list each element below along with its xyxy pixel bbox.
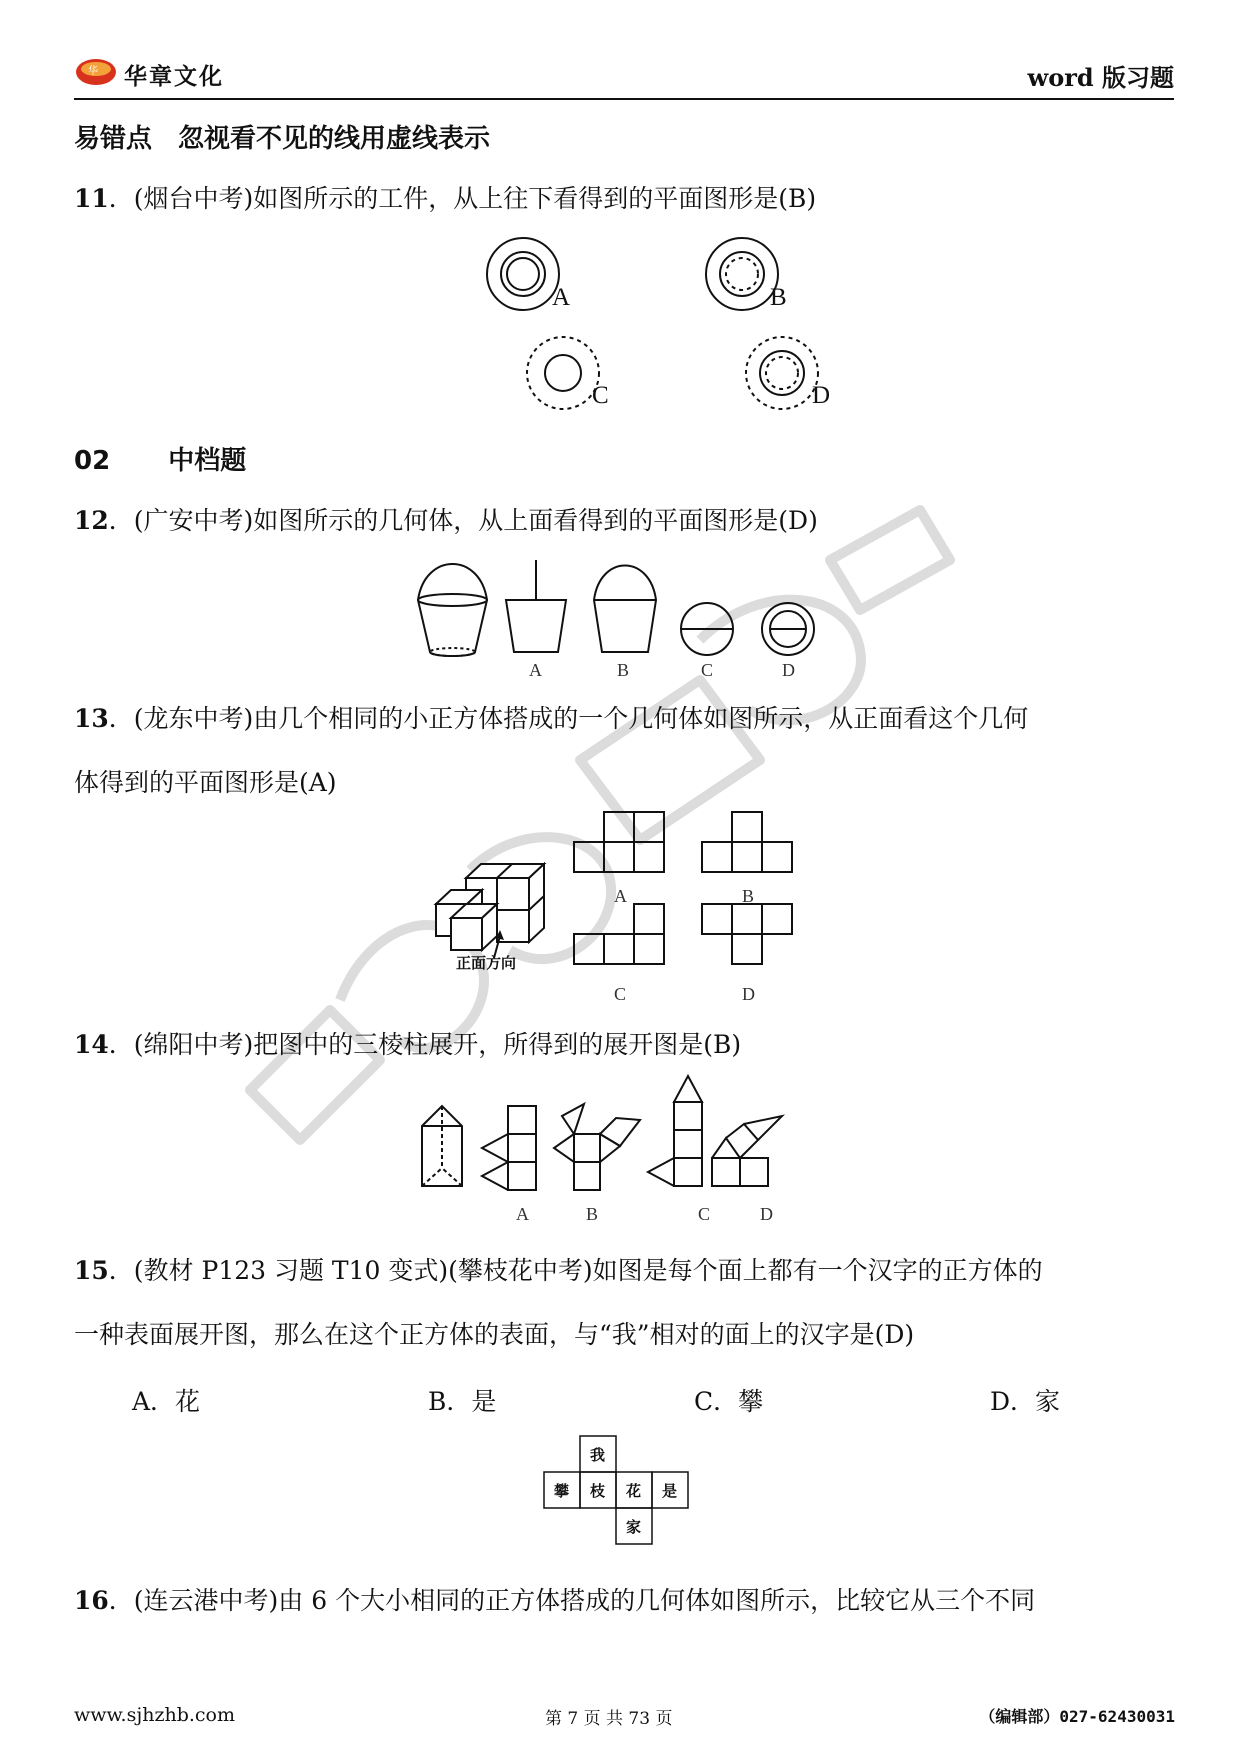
- question-15-line2: 一种表面展开图，那么在这个正方体的表面，与“我”相对的面上的汉字是(D): [74, 1320, 915, 1349]
- question-number: 16: [74, 1586, 109, 1615]
- net-cell-hua: 花: [626, 1482, 642, 1500]
- q11-label-b: B: [770, 284, 787, 311]
- logo-icon: [74, 56, 118, 88]
- question-number: 11: [74, 184, 109, 213]
- question-13-line2: 体得到的平面图形是(A): [74, 768, 337, 797]
- question-number: 14: [74, 1030, 109, 1059]
- question-15-line1: [74, 1254, 1043, 1288]
- section-heading: [74, 440, 246, 477]
- option-c: C．攀: [694, 1387, 764, 1416]
- q14-label-c: C: [698, 1204, 711, 1224]
- net-cell-wo: 我: [590, 1446, 606, 1464]
- question-text: ．(龙东中考)由几个相同的小正方体搭成的一个几何体如图所示，从正面看这个几何: [108, 704, 1029, 733]
- footer-page-number: 第 7 页 共 73 页: [545, 1709, 673, 1729]
- header: [74, 56, 1174, 96]
- question-text: ．(广安中考)如图所示的几何体，从上面看得到的平面图形是(D): [108, 506, 818, 535]
- question-number: 13: [74, 704, 109, 733]
- footer-contact: （编辑部）027-62430031: [979, 1707, 1175, 1726]
- net-cell-shi: 是: [662, 1482, 678, 1500]
- q11-label-d: D: [812, 382, 831, 409]
- question-number: 15: [74, 1256, 109, 1285]
- option-c-figure: [527, 337, 599, 409]
- header-rule: [74, 98, 1174, 100]
- q13-label-b: B: [742, 886, 755, 906]
- q12-label-b: B: [617, 660, 630, 680]
- q13-label-c: C: [614, 984, 627, 1004]
- q12-label-a: A: [529, 660, 542, 680]
- question-number: 12: [74, 506, 109, 535]
- section-name: 中档题: [168, 446, 247, 476]
- front-direction-label: 正面方向: [456, 954, 517, 972]
- section-number: 02: [74, 446, 111, 476]
- option-a-figure: [487, 238, 559, 310]
- q13-label-a: A: [614, 886, 627, 906]
- net-cell-zhi: 枝: [590, 1482, 606, 1500]
- question-11: [74, 182, 816, 216]
- q14-label-b: B: [586, 1204, 599, 1224]
- question-text: ．(教材 P123 习题 T10 变式)(攀枝花中考)如图是每个面上都有一个汉字的正方体的: [108, 1256, 1043, 1285]
- option-d-figure: [746, 337, 818, 409]
- q14-label-d: D: [760, 1204, 773, 1224]
- question-text: ．(连云港中考)由 6 个大小相同的正方体搭成的几何体如图所示，比较它从三个不同: [108, 1586, 1036, 1615]
- q13-label-d: D: [742, 984, 755, 1004]
- question-16: [74, 1584, 1035, 1618]
- section-title: 易错点 忽视看不见的线用虚线表示: [74, 124, 491, 154]
- question-text: ．(烟台中考)如图所示的工件，从上往下看得到的平面图形是(B): [108, 184, 817, 213]
- net-cell-jia: 家: [626, 1518, 642, 1536]
- q11-label-c: C: [592, 382, 609, 409]
- q14-label-a: A: [516, 1204, 529, 1224]
- q12-label-c: C: [701, 660, 714, 680]
- svg-text:华: 华: [88, 66, 98, 77]
- question-14: [74, 1028, 741, 1062]
- header-right-label: word 版习题: [1027, 63, 1174, 92]
- question-text: ．(绵阳中考)把图中的三棱柱展开，所得到的展开图是(B): [108, 1030, 742, 1059]
- q14-figure: [420, 1076, 820, 1206]
- q11-figure: [480, 236, 840, 416]
- option-b: B．是: [428, 1387, 497, 1416]
- question-12: [74, 504, 818, 538]
- question-13-line1: [74, 702, 1028, 736]
- brand-name: 华章文化: [124, 64, 224, 90]
- q13-options-figure: [574, 812, 794, 972]
- option-a: A．花: [132, 1387, 201, 1416]
- option-d: D．家: [990, 1387, 1061, 1416]
- option-b-figure: [706, 238, 778, 310]
- net-cell-pan: 攀: [554, 1482, 570, 1500]
- q12-label-d: D: [782, 660, 795, 680]
- footer-website: www.sjhzhb.com: [74, 1704, 235, 1726]
- q11-label-a: A: [552, 284, 571, 311]
